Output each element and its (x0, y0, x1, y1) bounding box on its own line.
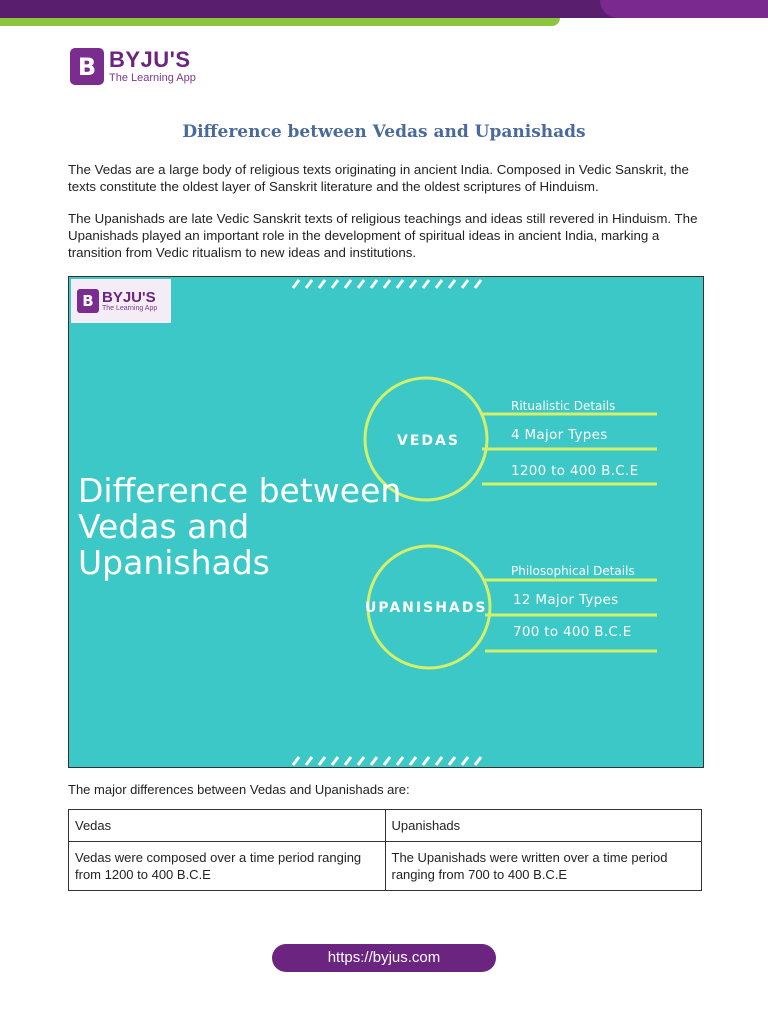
table-row (69, 842, 702, 891)
brand-tagline: The Learning App (109, 72, 196, 84)
comparison-table (68, 809, 702, 891)
upanishads-detail-3: 700 to 400 B.C.E (513, 624, 632, 640)
table-cell-vedas: Vedas were composed over a time period ranging from 1200 to 400 B.C.E (69, 842, 386, 891)
banner-title: Difference between Vedas and Upanishads (78, 471, 402, 582)
upanishads-label: UPANISHADS (365, 600, 488, 616)
banner-logo: B BYJU'S The Learning App (71, 279, 171, 323)
vedas-detail-2: 4 Major Types (511, 427, 608, 443)
upanishads-detail-2: 12 Major Types (513, 592, 619, 608)
website-link[interactable]: https://byjus.com (272, 944, 496, 972)
table-header-upanishads: Upanishads (385, 810, 702, 842)
brand-name: BYJU'S (109, 47, 191, 72)
paragraph-vedas: The Vedas are a large body of religious texts originating in ancient India. Composed in Vedic Sanskrit, the texts constitute the oldest layer of Sanskrit literature and the oldest scriptures of Hinduism. (68, 162, 689, 194)
comparison-intro: The major differences between Vedas and Upanishads are: (68, 782, 410, 797)
vedas-detail-3: 1200 to 400 B.C.E (511, 463, 639, 479)
vedas-detail-1: Ritualistic Details (511, 399, 616, 413)
table-header-row (69, 810, 702, 842)
upanishads-detail-1: Philosophical Details (511, 564, 635, 578)
byjus-logo-badge: B (70, 48, 104, 85)
infographic-banner (68, 276, 704, 768)
document-title: Difference between Vedas and Upanishads (182, 122, 586, 142)
top-decorative-band (0, 0, 768, 30)
table-cell-upanishads: The Upanishads were written over a time period ranging from 700 to 400 B.C.E (385, 842, 702, 891)
vedas-label: VEDAS (397, 433, 460, 449)
byjus-logo[interactable] (70, 48, 196, 85)
paragraph-upanishads: The Upanishads are late Vedic Sanskrit texts of religious teachings and ideas still revered in Hinduism. The Upanishads played an important role in the development of spiritual ideas in ancient India, marking a transition from Vedic ritualism to new ideas and institutions. (68, 211, 698, 260)
table-header-vedas: Vedas (69, 810, 386, 842)
